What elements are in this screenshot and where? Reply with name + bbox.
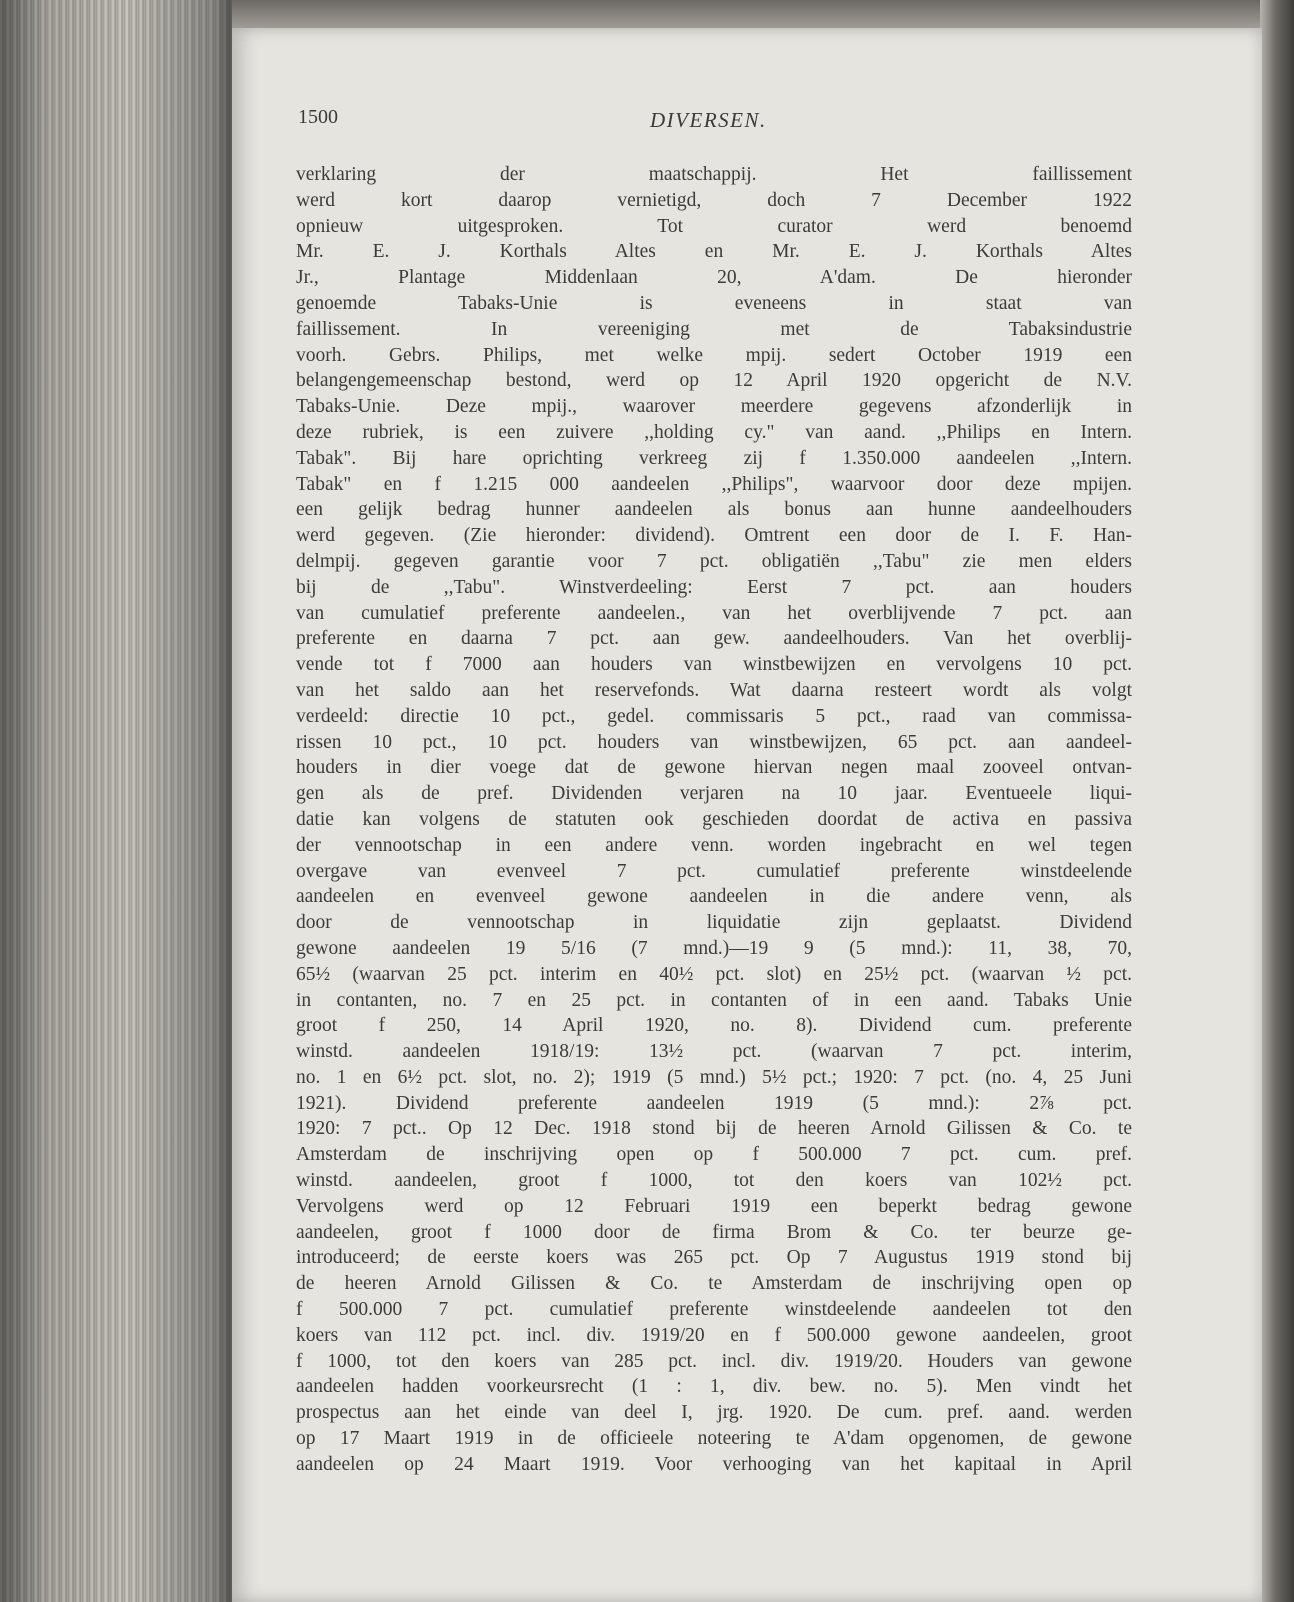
text-line: f 1000, tot den koers van 285 pct. incl. div. 1919/20. Houders van gewone — [296, 1350, 1132, 1372]
text-line: winstd. aandeelen, groot f 1000, tot den koers van 102½ pct. — [296, 1170, 1132, 1192]
text-line: 1920: 7 pct.. Op 12 Dec. 1918 stond bij de heeren Arnold Gilissen & Co. te — [296, 1118, 1132, 1140]
book-page — [232, 28, 1262, 1602]
text-line: houders in dier voege dat de gewone hiervan negen maal zooveel ontvan- — [296, 757, 1132, 779]
text-line: rissen 10 pct., 10 pct. houders van winstbewijzen, 65 pct. aan aandeel- — [296, 731, 1132, 753]
text-line: koers van 112 pct. incl. div. 1919/20 en f 500.000 gewone aandeelen, groot — [296, 1324, 1132, 1346]
text-line: preferente en daarna 7 pct. aan gew. aandeelhouders. Van het overblij- — [296, 628, 1132, 650]
text-line: werd kort daarop vernietigd, doch 7 December 1922 — [296, 189, 1132, 211]
running-title: DIVERSEN. — [650, 108, 767, 132]
text-line: prospectus aan het einde van deel I, jrg. 1920. De cum. pref. aand. werden — [296, 1402, 1132, 1424]
text-line: overgave van evenveel 7 pct. cumulatief preferente winstdeelende — [296, 860, 1132, 882]
text-line: der vennootschap in een andere venn. worden ingebracht en wel tegen — [296, 834, 1132, 856]
text-line: groot f 250, 14 April 1920, no. 8). Dividend cum. preferente — [296, 1015, 1132, 1037]
text-line: opnieuw uitgesproken. Tot curator werd benoemd — [296, 215, 1132, 237]
text-line: verdeeld: directie 10 pct., gedel. commissaris 5 pct., raad van commissa- — [296, 705, 1132, 727]
text-line: winstd. aandeelen 1918/19: 13½ pct. (waarvan 7 pct. interim, — [296, 1041, 1132, 1063]
text-line: voorh. Gebrs. Philips, met welke mpij. sedert October 1919 een — [296, 344, 1132, 366]
text-line: genoemde Tabaks-Unie is eveneens in staat van — [296, 292, 1132, 314]
text-line: aandeelen, groot f 1000 door de firma Brom & Co. ter beurze ge- — [296, 1221, 1132, 1243]
text-line: belangengemeenschap bestond, werd op 12 April 1920 opgericht de N.V. — [296, 370, 1132, 392]
text-line: op 17 Maart 1919 in de officieele noteering te A'dam opgenomen, de gewone — [296, 1428, 1132, 1450]
text-line: datie kan volgens de statuten ook geschieden doordat de activa en passiva — [296, 808, 1132, 830]
text-line: aandeelen en evenveel gewone aandeelen in die andere venn, als — [296, 886, 1132, 908]
text-line: Tabak". Bij hare oprichting verkreeg zij f 1.350.000 aandeelen ,,Intern. — [296, 447, 1132, 469]
text-line: introduceerd; de eerste koers was 265 pct. Op 7 Augustus 1919 stond bij — [296, 1247, 1132, 1269]
book-right-edge — [1260, 0, 1294, 1602]
text-line: Mr. E. J. Korthals Altes en Mr. E. J. Korthals Altes — [296, 241, 1132, 263]
body-text — [296, 162, 1132, 1478]
text-line: een gelijk bedrag hunner aandeelen als bonus aan hunne aandeelhouders — [296, 499, 1132, 521]
text-line: Jr., Plantage Middenlaan 20, A'dam. De hieronder — [296, 267, 1132, 289]
text-line: Vervolgens werd op 12 Februari 1919 een beperkt bedrag gewone — [296, 1195, 1132, 1217]
text-line: vende tot f 7000 aan houders van winstbewijzen en vervolgens 10 pct. — [296, 654, 1132, 676]
text-line: Amsterdam de inschrijving open op f 500.000 7 pct. cum. pref. — [296, 1144, 1132, 1166]
page-header — [232, 106, 1262, 142]
text-line: aandeelen op 24 Maart 1919. Voor verhooging van het kapitaal in April — [296, 1453, 1132, 1475]
text-line: bij de ,,Tabu". Winstverdeeling: Eerst 7 pct. aan houders — [296, 576, 1132, 598]
text-line: van cumulatief preferente aandeelen., van het overblijvende 7 pct. aan — [296, 602, 1132, 624]
text-line: in contanten, no. 7 en 25 pct. in contanten of in een aand. Tabaks Unie — [296, 989, 1132, 1011]
text-line: van het saldo aan het reservefonds. Wat daarna resteert wordt als volgt — [296, 679, 1132, 701]
text-line: verklaring der maatschappij. Het faillissement — [296, 164, 1132, 185]
text-line: 1921). Dividend preferente aandeelen 1919 (5 mnd.): 2⅞ pct. — [296, 1092, 1132, 1114]
text-line: no. 1 en 6½ pct. slot, no. 2); 1919 (5 mnd.) 5½ pct.; 1920: 7 pct. (no. 4, 25 Juni — [296, 1066, 1132, 1088]
text-line: Tabaks-Unie. Deze mpij., waarover meerdere gegevens afzonderlijk in — [296, 396, 1132, 418]
text-line: faillissement. In vereeniging met de Tabaksindustrie — [296, 318, 1132, 340]
text-line: deze rubriek, is een zuivere ,,holding cy." van aand. ,,Philips en Intern. — [296, 421, 1132, 443]
text-line: delmpij. gegeven garantie voor 7 pct. obligatiën ,,Tabu" zie men elders — [296, 550, 1132, 572]
book-edge-shadow — [0, 0, 232, 1602]
text-line: werd gegeven. (Zie hieronder: dividend). Omtrent een door de I. F. Han- — [296, 525, 1132, 547]
page-number: 1500 — [298, 106, 338, 128]
text-line: de heeren Arnold Gilissen & Co. te Amsterdam de inschrijving open op — [296, 1273, 1132, 1295]
text-line: gewone aandeelen 19 5/16 (7 mnd.)—19 9 (5 mnd.): 11, 38, 70, — [296, 937, 1132, 959]
text-line: gen als de pref. Dividenden verjaren na 10 jaar. Eventueele liqui- — [296, 783, 1132, 805]
text-line: f 500.000 7 pct. cumulatief preferente winstdeelende aandeelen tot den — [296, 1299, 1132, 1321]
text-line: door de vennootschap in liquidatie zijn geplaatst. Dividend — [296, 912, 1132, 934]
text-line: 65½ (waarvan 25 pct. interim en 40½ pct. slot) en 25½ pct. (waarvan ½ pct. — [296, 963, 1132, 985]
text-line: Tabak" en f 1.215 000 aandeelen ,,Philips", waarvoor door deze mpijen. — [296, 473, 1132, 495]
text-line: aandeelen hadden voorkeursrecht (1 : 1, div. bew. no. 5). Men vindt het — [296, 1376, 1132, 1398]
